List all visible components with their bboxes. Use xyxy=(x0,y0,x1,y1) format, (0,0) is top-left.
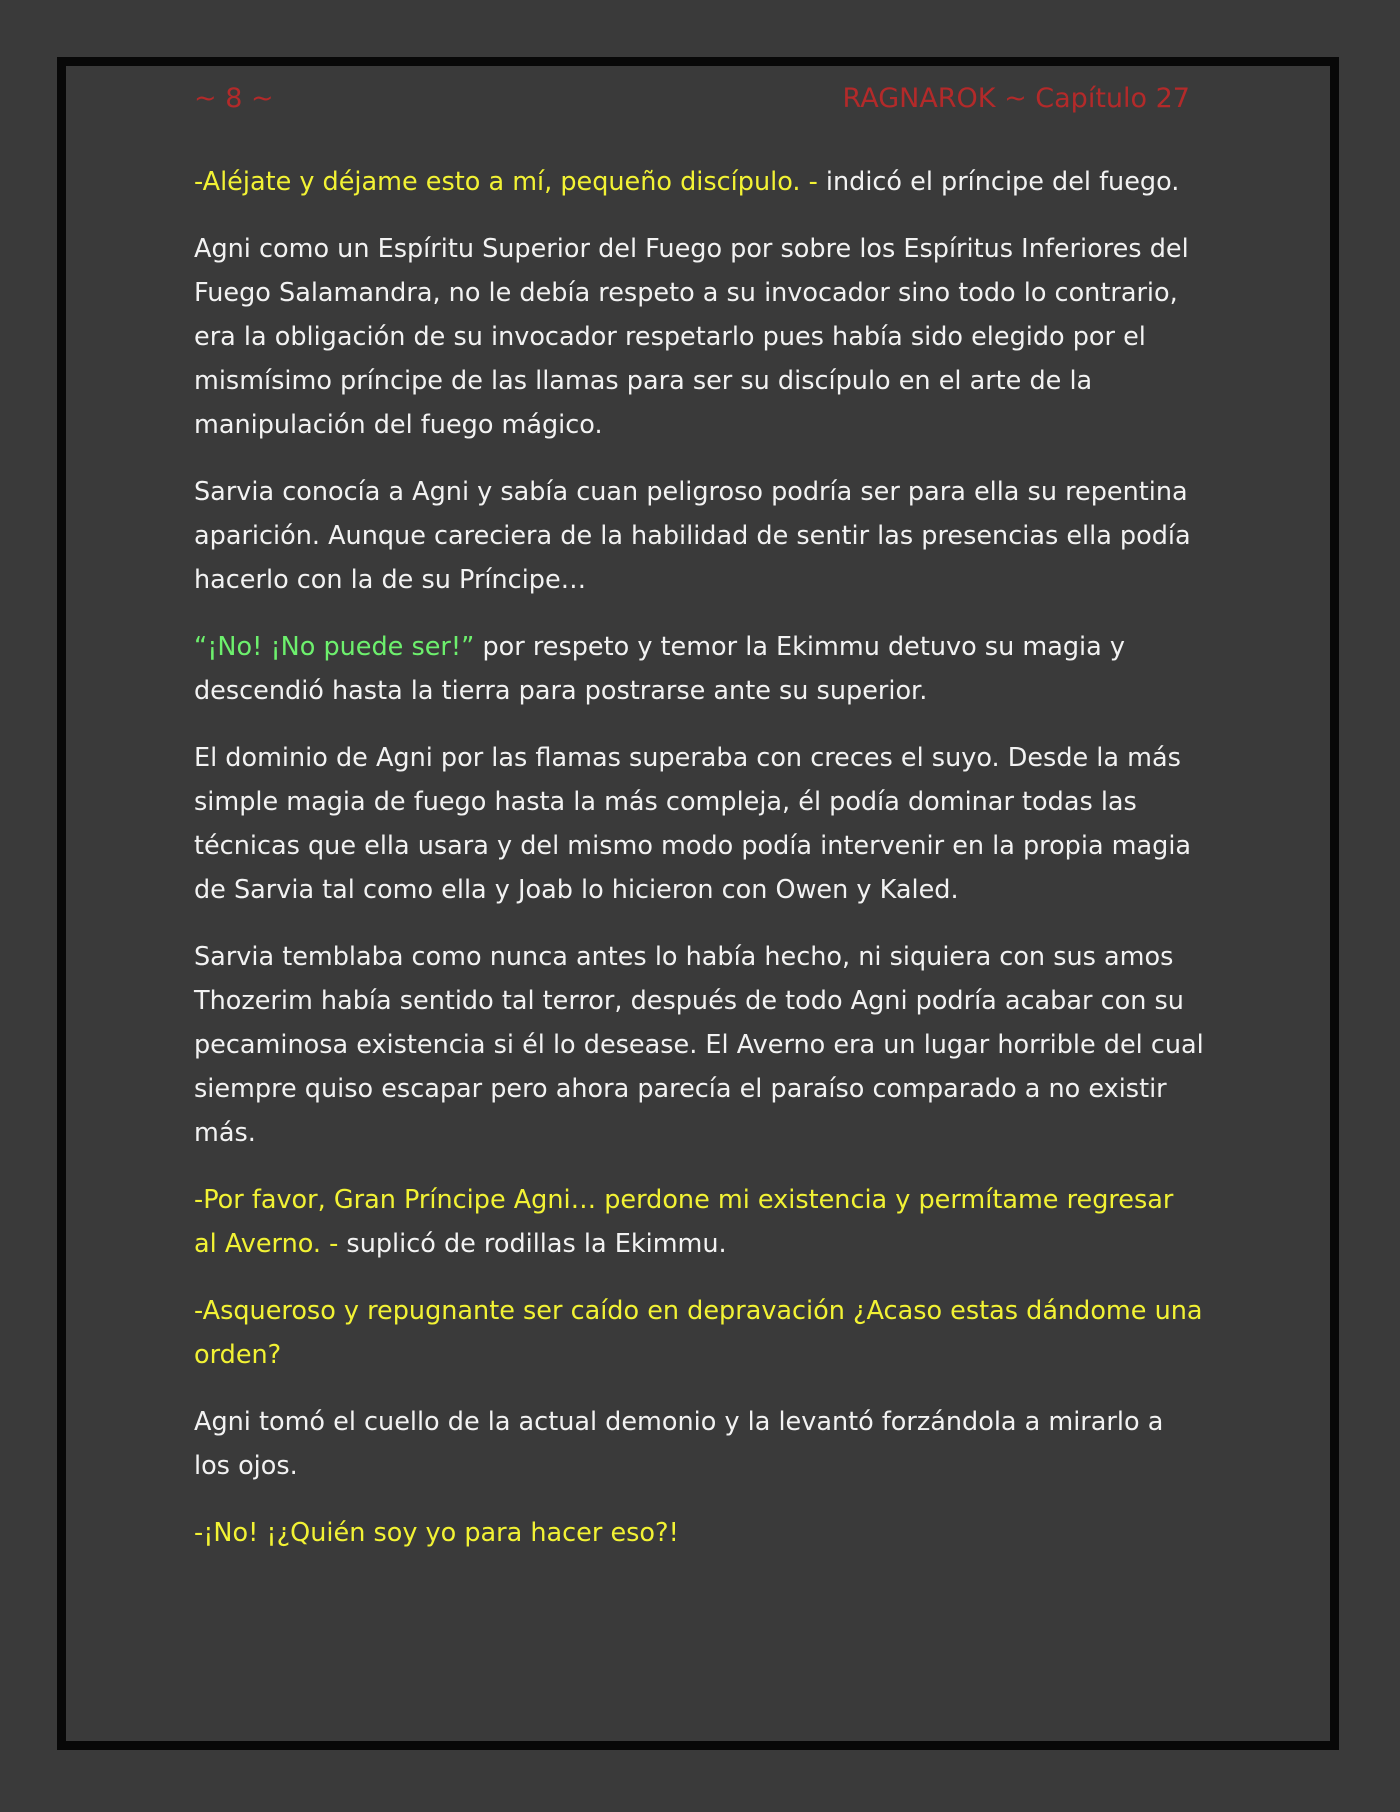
dialogue-text: -Asqueroso y repugnante ser caído en depravación ¿Acaso estas dándome una orden? xyxy=(194,1296,1203,1370)
paragraph xyxy=(194,935,1204,1155)
narration-text: por respeto y temor la Ekimmu detuvo su magia y descendió hasta la tierra para postrarse ante su superior. xyxy=(194,632,1125,706)
dialogue-text: -Aléjate y déjame esto a mí, pequeño discípulo. - xyxy=(194,167,818,197)
dialogue-text: -¡No! ¡¿Quién soy yo para hacer eso?! xyxy=(194,1518,679,1548)
paragraph xyxy=(194,1400,1204,1488)
narration-text: suplicó de rodillas la Ekimmu. xyxy=(338,1229,727,1259)
narration-text: Sarvia temblaba como nunca antes lo había hecho, ni siquiera con sus amos Thozerim había sentido tal terror, después de todo Agni podría acabar con su pecaminosa existencia si él lo desease. El Averno era un lugar horrible del cual siempre quiso escapar pero ahora parecía el paraíso comparado a no existir más. xyxy=(194,942,1204,1148)
paragraph xyxy=(194,736,1204,912)
narration-text: Agni como un Espíritu Superior del Fuego por sobre los Espíritus Inferiores del Fuego Salamandra, no le debía respeto a su invocador sino todo lo contrario, era la obligación de su invocador respetarlo pues había sido elegido por el mismísimo príncipe de las llamas para ser su discípulo en el arte de la manipulación del fuego mágico. xyxy=(194,234,1189,440)
paragraph xyxy=(194,625,1204,713)
paragraph xyxy=(194,1289,1204,1377)
narration-text: Sarvia conocía a Agni y sabía cuan peligroso podría ser para ella su repentina aparición. Aunque careciera de la habilidad de sentir las presencias ella podía hacerlo con la de su Príncipe… xyxy=(194,477,1191,595)
paragraph xyxy=(194,470,1204,602)
narration-text: indicó el príncipe del fuego. xyxy=(817,167,1180,197)
dialogue-text: -Por favor, Gran Príncipe Agni… perdone mi existencia y permítame regresar al Averno. - xyxy=(194,1185,1174,1259)
page-header xyxy=(194,83,1190,123)
paragraph xyxy=(194,1511,1204,1555)
page-body xyxy=(194,160,1204,1578)
paragraph xyxy=(194,227,1204,447)
paragraph xyxy=(194,1178,1204,1266)
thought-text: “¡No! ¡No puede ser!” xyxy=(194,632,475,662)
running-title: RAGNAROK ~ Capítulo 27 xyxy=(842,83,1190,114)
narration-text: Agni tomó el cuello de la actual demonio y la levantó forzándola a mirarlo a los ojos. xyxy=(194,1407,1164,1481)
page-number: ~ 8 ~ xyxy=(194,83,274,114)
paragraph xyxy=(194,160,1204,204)
narration-text: El dominio de Agni por las flamas superaba con creces el suyo. Desde la más simple magia de fuego hasta la más compleja, él podía dominar todas las técnicas que ella usara y del mismo modo podía intervenir en la propia magia de Sarvia tal como ella y Joab lo hicieron con Owen y Kaled. xyxy=(194,743,1192,905)
